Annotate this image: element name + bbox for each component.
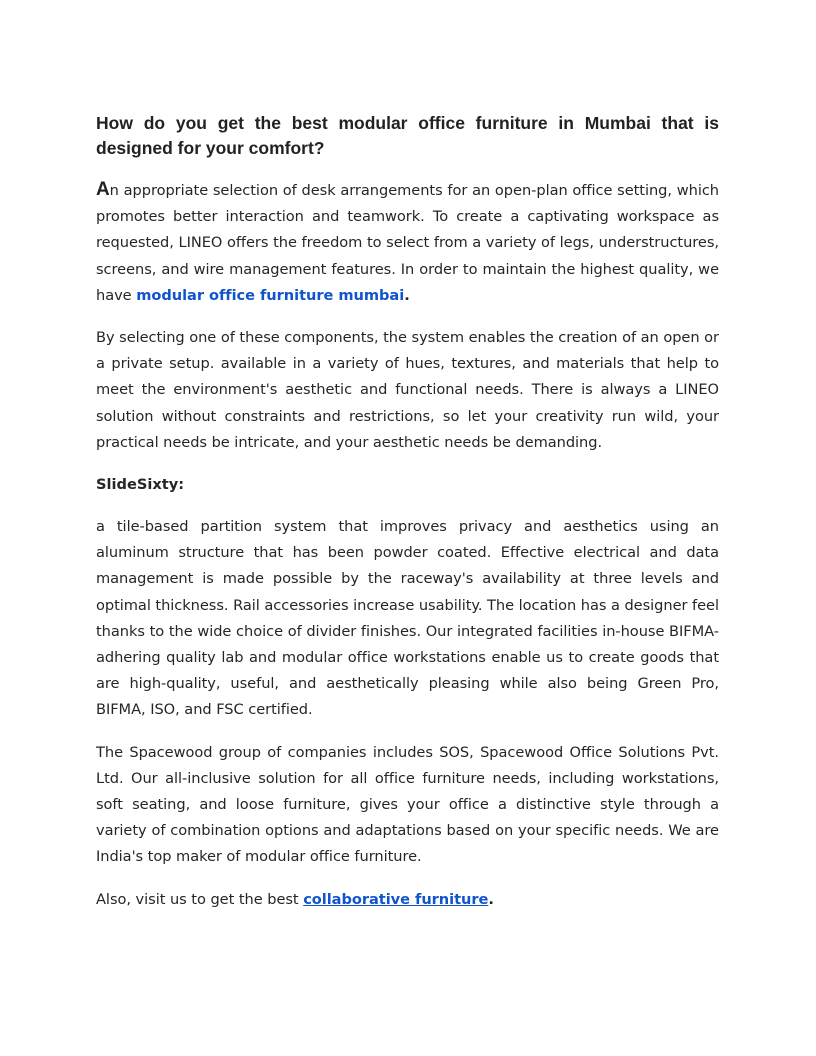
drop-cap: A	[96, 179, 110, 200]
visit-end-punct: .	[488, 890, 494, 908]
section-heading-slidesixty: SlideSixty:	[96, 476, 185, 494]
page-title: How do you get the best modular office furniture in Mumbai that is designed for your comfort?	[96, 113, 719, 158]
intro-text: n appropriate selection of desk arrangements for an open-plan office setting, which promotes better interaction and teamwork. To create a captivating workspace as requested, LINEO offers the freedom to select from a variety of legs, understructures, screens, and wire management features. In order to maintain the highest quality, we have	[96, 182, 719, 304]
slidesixty-paragraph: a tile-based partition system that improves privacy and aesthetics using an aluminum structure that has been powder coated. Effective electrical and data management is made possible by the raceway's availability at three levels and optimal thickness. Rail accessories increase usability. The location has a designer feel thanks to the wide choice of divider finishes. Our integrated facilities in-house BIFMA-adhering quality lab and modular office workstations enable us to create goods that are high-quality, useful, and aesthetically pleasing while also being Green Pro, BIFMA, ISO, and FSC certified.	[96, 518, 719, 719]
visit-text: Also, visit us to get the best	[96, 890, 304, 908]
intro-end-punct: .	[404, 286, 410, 304]
spacewood-paragraph: The Spacewood group of companies includes SOS, Spacewood Office Solutions Pvt. Ltd. Our all-inclusive solution for all office furniture needs, including workstations, soft seating, and loose furniture, gives your office a distinctive style through a variety of combination options and adaptations based on your specific needs. We are India's top maker of modular office furniture.	[96, 743, 719, 866]
visit-paragraph	[96, 887, 719, 913]
components-paragraph: By selecting one of these components, the system enables the creation of an open or a private setup. available in a variety of hues, textures, and materials that help to meet the environment's aesthetic and functional needs. There is always a LINEO solution without constraints and restrictions, so let your creativity run wild, your practical needs be intricate, and your aesthetic needs be demanding.	[96, 329, 719, 451]
intro-paragraph	[96, 177, 719, 309]
collaborative-furniture-link[interactable]: collaborative furniture	[303, 890, 489, 908]
modular-office-furniture-link[interactable]: modular office furniture mumbai	[136, 286, 405, 304]
document-body	[96, 111, 719, 929]
